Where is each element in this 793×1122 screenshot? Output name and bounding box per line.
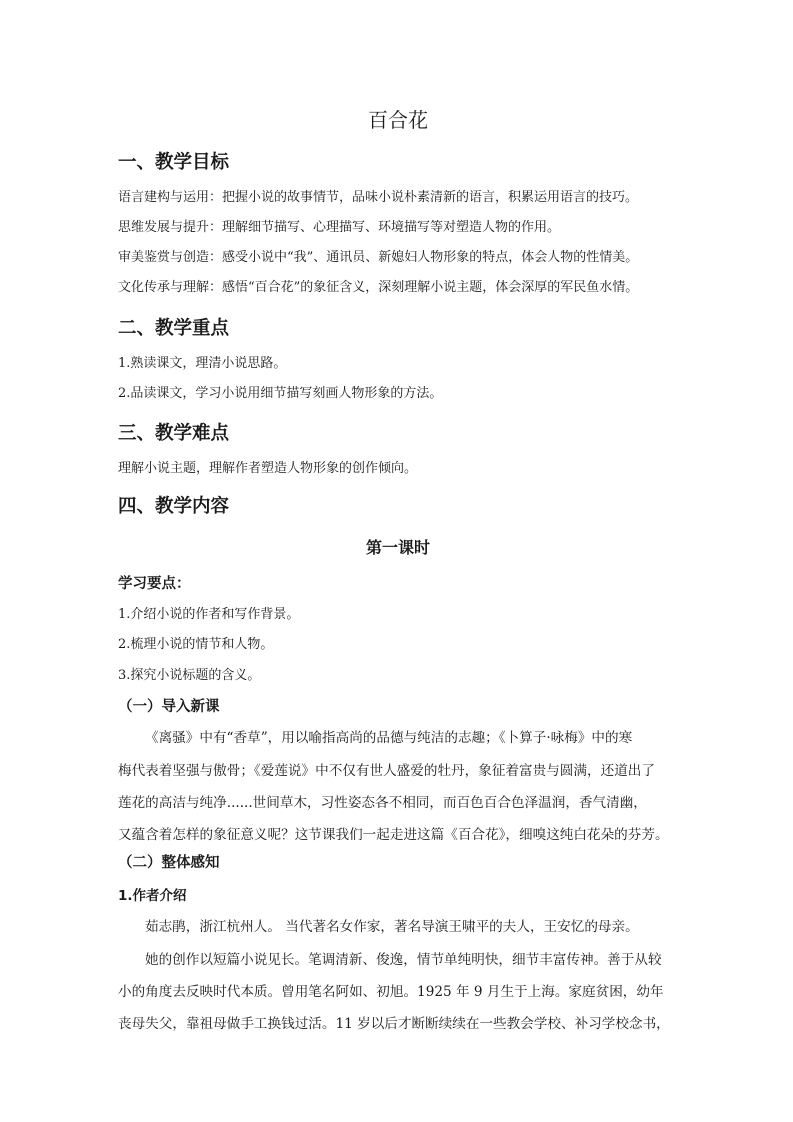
goal-item: 审美鉴赏与创造：感受小说中“我”、通讯员、新媳妇人物形象的特点，体会人物的性情美。 [118, 250, 639, 265]
key-point-item: 1.熟读课文，理清小说思路。 [118, 356, 287, 371]
study-point-item: 2.梳理小说的情节和人物。 [118, 637, 274, 652]
author-paragraph-line: 小的角度去反映时代本质。曾用笔名阿如、初旭。1925 年 9 月生于上海。家庭贫困，幼年 [118, 984, 664, 1000]
section-heading-difficulties: 三、教学难点 [118, 423, 230, 444]
intro-heading: （一）导入新课 [118, 699, 220, 715]
overview-heading: （二）整体感知 [118, 855, 220, 871]
section-heading-goals: 一、教学目标 [118, 152, 230, 173]
goal-item: 文化传承与理解：感悟“百合花”的象征含义，深刻理解小说主题，体会深厚的军民鱼水情。 [118, 280, 639, 295]
difficulty-item: 理解小说主题，理解作者塑造人物形象的创作倾向。 [118, 461, 418, 476]
study-point-item: 3.探究小说标题的含义。 [118, 668, 261, 683]
document-page [118, 0, 678, 1122]
intro-paragraph-line: 梅代表着坚强与傲骨；《爱莲说》中不仅有世人盛爱的牡丹，象征着富贵与圆满，还道出了 [118, 763, 655, 779]
document-title: 百合花 [368, 108, 428, 132]
author-paragraph-line: 茹志鹃，浙江杭州人。 当代著名女作家，著名导演王啸平的夫人，王安忆的母亲。 [145, 919, 639, 935]
key-point-item: 2.品读课文，学习小说用细节描写刻画人物形象的方法。 [118, 386, 443, 401]
section-heading-content: 四、教学内容 [118, 496, 230, 517]
intro-paragraph-line: 又蕴含着怎样的象征意义呢？这节课我们一起走进这篇《百合花》，细嗅这纯白花朵的芬芳。 [118, 827, 669, 843]
author-heading: 1.作者介绍 [118, 888, 187, 904]
author-paragraph-line: 她的创作以短篇小说见长。笔调清新、俊逸，情节单纯明快，细节丰富传神。善于从较 [145, 952, 662, 968]
study-point-item: 1.介绍小说的作者和写作背景。 [118, 607, 300, 622]
intro-paragraph-line: 莲花的高洁与纯净......世间草木，习性姿态各不相同，而百色百合色泽温润，香气清幽， [118, 795, 647, 811]
lesson-title: 第一课时 [365, 538, 430, 557]
goal-item: 语言建构与运用：把握小说的故事情节，品味小说朴素清新的语言，积累运用语言的技巧。 [118, 190, 639, 205]
author-paragraph-line: 丧母失父，靠祖母做手工换钱过活。11 岁以后才断断续续在一些教会学校、补习学校念书， [118, 1016, 670, 1032]
section-heading-key-points: 二、教学重点 [118, 318, 230, 339]
study-points-heading: 学习要点： [118, 576, 191, 592]
goal-item: 思维发展与提升：理解细节描写、心理描写、环境描写等对塑造人物的作用。 [118, 220, 561, 235]
intro-paragraph-line: 《离骚》中有“香草”，用以喻指高尚的品德与纯洁的志趣；《卜算子·咏梅》中的寒 [145, 730, 633, 746]
